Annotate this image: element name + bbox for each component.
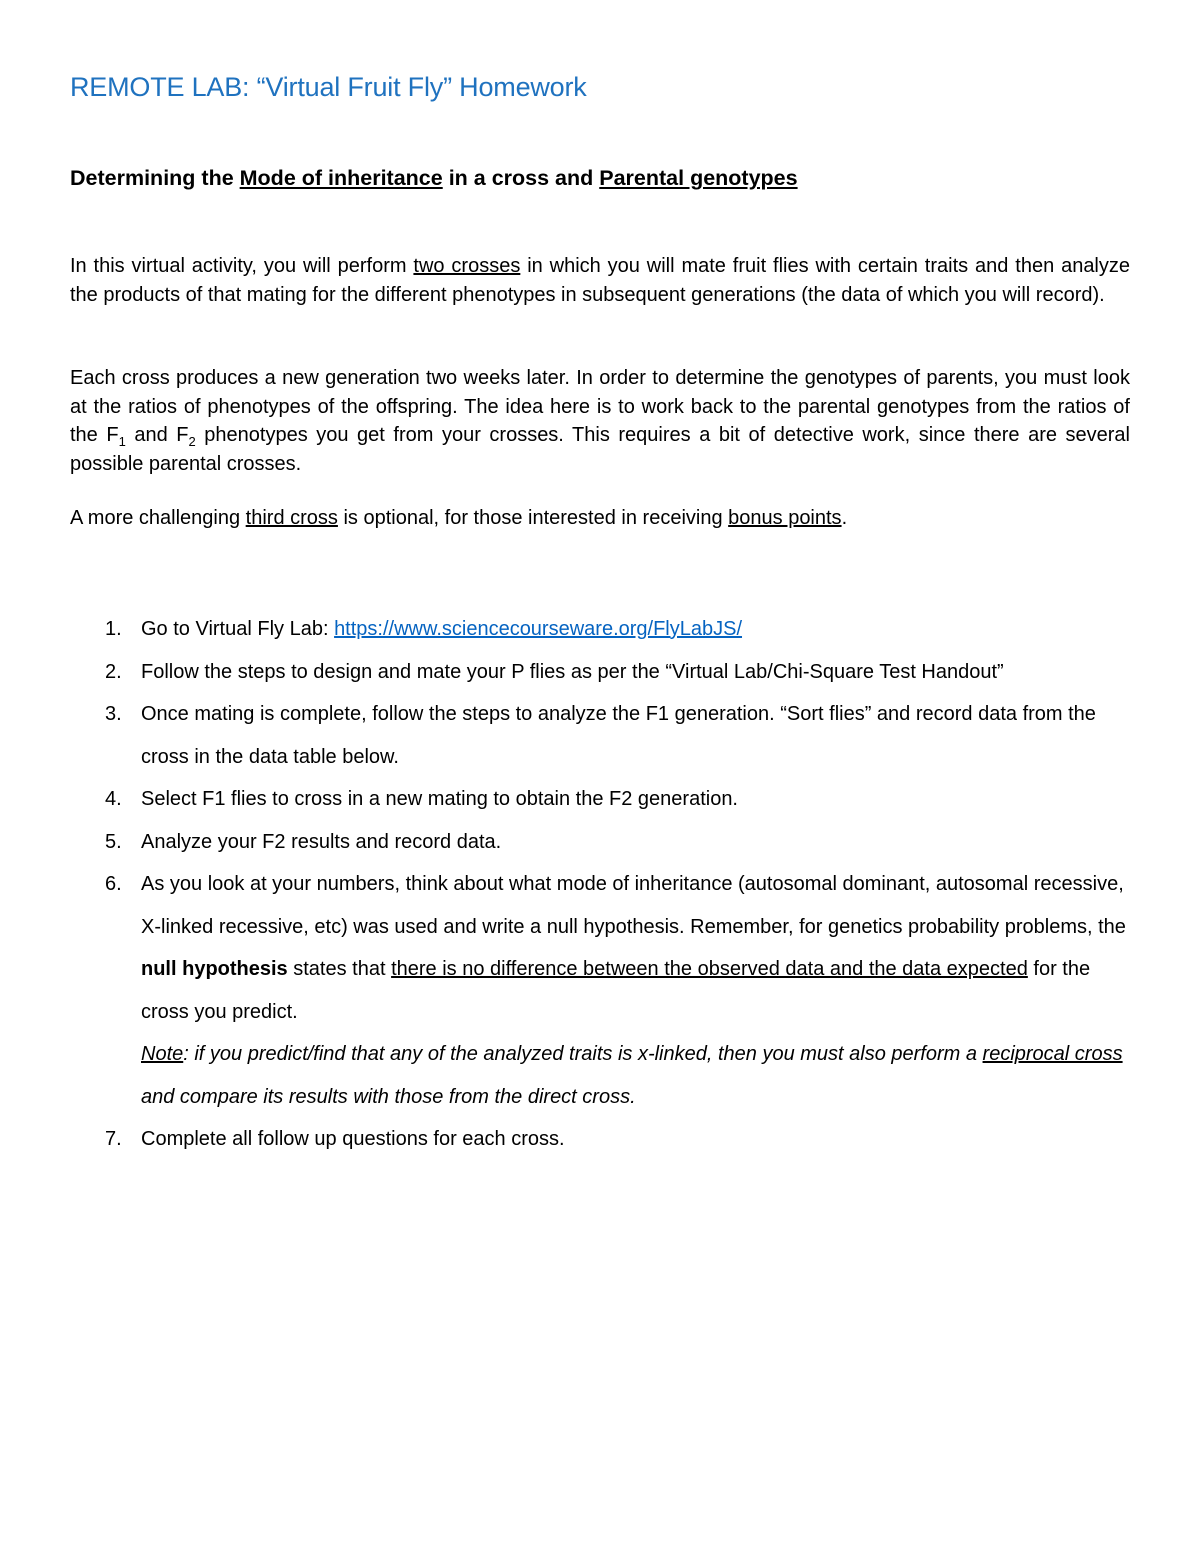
intro-p1-text-a: In this virtual activity, you will perform bbox=[70, 255, 414, 277]
step-6 bbox=[70, 863, 1130, 1033]
document-title: REMOTE LAB: “Virtual Fruit Fly” Homework bbox=[70, 72, 587, 102]
step-6-null-hypothesis: null hypothesis bbox=[141, 958, 288, 980]
intro-p2-text-a: Each cross produces a new generation two weeks later. In order to determine the genotypes of parents, you must look at the ratios of phenotypes of the offspring. The idea here is to work back to the parental genotypes from the ratios of the F bbox=[70, 367, 1130, 446]
step-5 bbox=[70, 821, 1130, 864]
steps-list bbox=[70, 608, 1130, 1161]
step-7-text: Complete all follow up questions for each cross. bbox=[141, 1128, 565, 1150]
intro-p2-subscript-1: 1 bbox=[118, 434, 126, 449]
note-text-b: and compare its results with those from the direct cross. bbox=[141, 1085, 636, 1108]
intro-paragraph-3 bbox=[70, 504, 1130, 533]
flylab-link[interactable]: https://www.sciencecourseware.org/FlyLabJS/ bbox=[334, 618, 743, 640]
intro-p3-text-b: is optional, for those interested in receiving bbox=[337, 507, 729, 529]
step-3-number: 3. bbox=[105, 703, 122, 725]
step-5-text: Analyze your F2 results and record data. bbox=[141, 830, 502, 853]
step-4 bbox=[70, 778, 1130, 821]
step-6-text-a: As you look at your numbers, think about what mode of inheritance (autosomal dominant, autosomal recessive, X-linked recessive, etc) was used and write a null hypothesis. Remember, for genetics probability problems, the bbox=[141, 873, 1126, 938]
step-7 bbox=[70, 1118, 1130, 1161]
step-3-text: Once mating is complete, follow the steps to analyze the F1 generation. “Sort flies” and record data from the cross in the data table below. bbox=[141, 703, 1096, 768]
step-4-number: 4. bbox=[105, 788, 122, 810]
intro-p2-subscript-2: 2 bbox=[188, 434, 196, 449]
intro-p3-bonus-points: bonus points bbox=[728, 507, 842, 529]
subtitle-parental-genotypes: Parental genotypes bbox=[599, 166, 798, 190]
step-7-number: 7. bbox=[105, 1128, 122, 1150]
step-2-text: Follow the steps to design and mate your P flies as per the “Virtual Lab/Chi-Square Test Handout” bbox=[141, 660, 1004, 683]
note-reciprocal-cross: reciprocal cross bbox=[982, 1043, 1123, 1065]
step-1-text: Go to Virtual Fly Lab: bbox=[141, 618, 335, 640]
intro-p3-third-cross: third cross bbox=[245, 507, 338, 529]
intro-p3-text-c: . bbox=[841, 507, 848, 529]
subtitle-prefix: Determining the bbox=[70, 166, 240, 190]
note-text-a: : if you predict/find that any of the analyzed traits is x-linked, then you must also perform a bbox=[183, 1043, 983, 1065]
step-3 bbox=[70, 693, 1130, 778]
step-6-text-b: states that bbox=[287, 958, 392, 980]
subtitle-middle: in a cross and bbox=[442, 166, 600, 190]
document-subtitle bbox=[70, 166, 798, 191]
step-6-note bbox=[70, 1033, 1130, 1118]
intro-paragraph-2 bbox=[70, 364, 1130, 478]
step-1 bbox=[70, 608, 1130, 651]
step-6-text-c: for the cross you predict. bbox=[141, 958, 1091, 1023]
step-6-underlined-definition: there is no difference between the observed data and the data expected bbox=[391, 958, 1028, 980]
step-4-text: Select F1 flies to cross in a new mating to obtain the F2 generation. bbox=[141, 788, 738, 810]
intro-paragraph-1 bbox=[70, 252, 1130, 309]
step-1-number: 1. bbox=[105, 618, 122, 640]
step-6-number: 6. bbox=[105, 873, 122, 895]
step-2-number: 2. bbox=[105, 660, 122, 683]
subtitle-mode-of-inheritance: Mode of inheritance bbox=[239, 166, 443, 190]
intro-p1-text-b: in which you will mate fruit flies with certain traits and then analyze the products of that mating for the different phenotypes in subsequent generations (the data of which you will record). bbox=[70, 255, 1131, 306]
step-2 bbox=[70, 651, 1130, 694]
intro-p1-two-crosses: two crosses bbox=[413, 255, 521, 277]
intro-p2-text-c: phenotypes you get from your crosses. This requires a bit of detective work, since there are several possible parental crosses. bbox=[70, 424, 1131, 475]
note-label: Note bbox=[141, 1043, 184, 1065]
intro-p3-text-a: A more challenging bbox=[70, 507, 246, 529]
intro-p2-text-b: and F bbox=[125, 424, 189, 446]
step-5-number: 5. bbox=[105, 830, 122, 853]
